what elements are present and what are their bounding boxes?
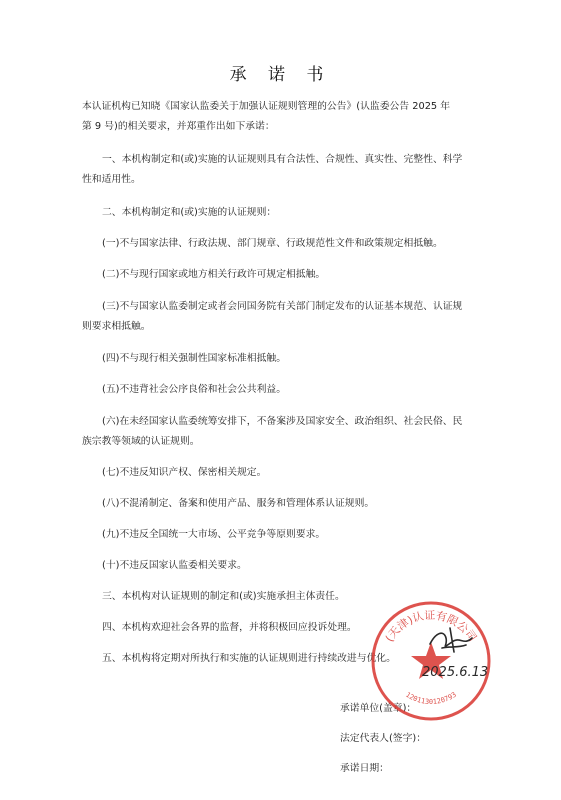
sub-item-8: (八)不混淆制定、备案和使用产品、服务和管理体系认证规则。 — [102, 498, 375, 509]
sub-item-3-line-1: (三)不与国家认监委制定或者会同国务院有关部门制定发布的认证基本规范、认证规 — [102, 301, 463, 312]
sub-item-5: (五)不违背社会公序良俗和社会公共利益。 — [102, 384, 286, 395]
svg-text:1201130120793 — [404, 691, 458, 706]
handwritten-date: 2025.6.13 — [422, 665, 489, 680]
item-1-line-2: 性和适用性。 — [82, 174, 141, 185]
sub-item-4: (四)不与现行相关强制性国家标准相抵触。 — [102, 353, 286, 364]
sub-item-9: (九)不违反全国统一大市场、公平竞争等原则要求。 — [102, 529, 326, 540]
sub-item-6-line-1: (六)在未经国家认监委统筹安排下，不备案涉及国家安全、政治组织、社会民俗、民 — [102, 416, 463, 427]
seal-text-top: (天津)认证有限公司 — [382, 608, 480, 645]
sub-item-3-line-2: 则要求相抵触。 — [82, 321, 151, 332]
seal-number: 1201130120793 — [404, 690, 458, 707]
intro-line-1: 本认证机构已知晓《国家认监委关于加强认证规则管理的公告》(认监委公告 2025 年 — [82, 101, 451, 112]
sub-item-1: (一)不与国家法律、行政法规、部门规章、行政规范性文件和政策规定相抵触。 — [102, 238, 443, 249]
legal-representative-label: 法定代表人(签字)： — [340, 733, 427, 744]
item-5: 五、本机构将定期对所执行和实施的认证规则进行持续改进与优化。 — [102, 653, 396, 664]
item-3: 三、本机构对认证规则的制定和(或)实施承担主体责任。 — [102, 591, 345, 602]
handwritten-signature-icon — [400, 618, 510, 686]
document-title: 承 诺 书 — [229, 65, 332, 85]
sub-item-7: (七)不违反知识产权、保密相关规定。 — [102, 467, 267, 478]
item-2: 二、本机构制定和(或)实施的认证规则： — [102, 207, 277, 218]
sub-item-6-line-2: 族宗教等领域的认证规则。 — [82, 436, 200, 447]
intro-line-2: 第 9 号)的相关要求，并郑重作出如下承诺： — [82, 121, 275, 132]
item-1-line-1: 一、本机构制定和(或)实施的认证规则具有合法性、合规性、真实性、完整性、科学 — [102, 154, 463, 165]
sub-item-2: (二)不与现行国家或地方相关行政许可规定相抵触。 — [102, 269, 326, 280]
sub-item-10: (十)不违反国家认监委相关要求。 — [102, 560, 247, 571]
commitment-date-label: 承诺日期： — [340, 763, 389, 774]
item-4: 四、本机构欢迎社会各界的监督，并将积极回应投诉处理。 — [102, 622, 357, 633]
committing-unit-label: 承诺单位(盖章)： — [340, 703, 417, 714]
